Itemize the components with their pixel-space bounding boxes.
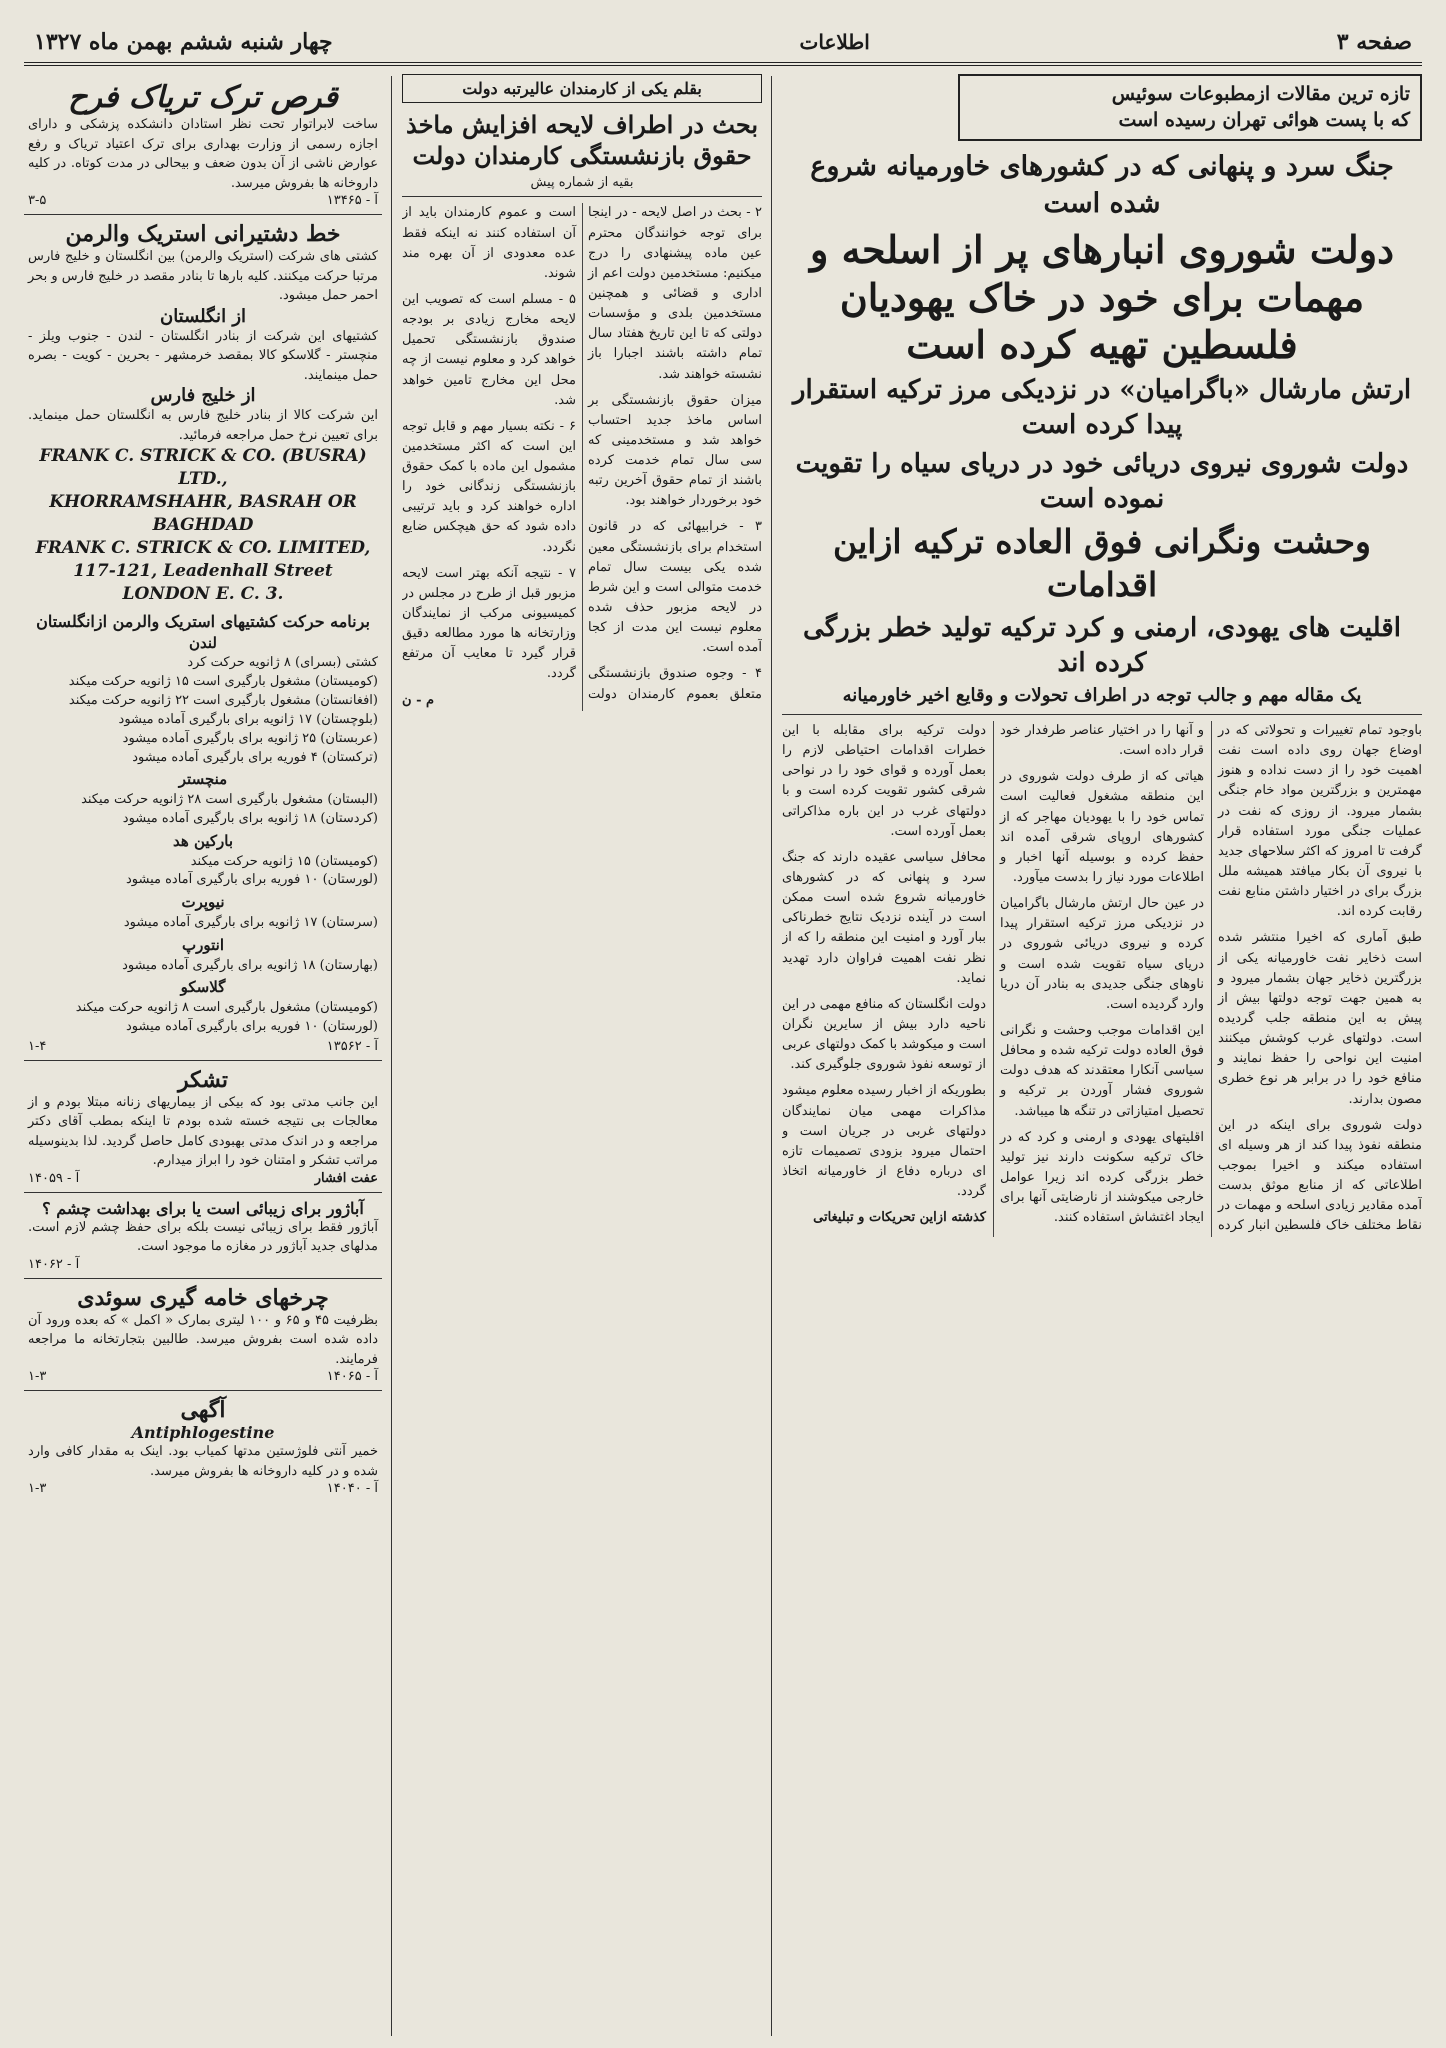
paragraph: ۵ - مسلم است که تصویب این لایحه مخارج زیادی بر بودجه صندوق بازنشستگی تحمیل خواهد کرد و معلوم نیست از چه محل این مخارج تامین خواهد شد. (402, 291, 576, 408)
ad-title: قرص ترک تریاک فرح (68, 80, 338, 115)
issue-date: چهار شنبه ششم بهمن ماه ۱۳۲۷ (34, 29, 333, 55)
ad-number: ۳-۵ (28, 193, 47, 208)
paragraph: ۴ - وجوه صندوق بازنشستگی متعلق بعموم کارمندان دولت است و عموم کارمندان باید از آن استفاده کنند نه اینکه فقط عده معدودی از آن بهره مند شوند. (402, 205, 762, 702)
ad-ref: آ - ۱۳۴۶۵ (326, 193, 378, 208)
product-name: Antiphlogestine (131, 1423, 275, 1443)
port-name: لندن (189, 633, 217, 652)
port-group (28, 935, 378, 976)
signer: عفت افشار (314, 1170, 378, 1186)
port-group (28, 633, 378, 768)
ship-entry: (کومیستان) ۱۵ ژانویه حرکت میکند (190, 853, 378, 869)
ship-entry: (البستان) مشغول بارگیری است ۲۸ ژانویه حرکت میکند (81, 792, 378, 808)
ad-title: آگهی (180, 1397, 226, 1424)
source-box (958, 74, 1422, 141)
ad-antiphlogestine (24, 1391, 382, 1502)
paragraph: میزان حقوق بازنشستگی بر اساس ماخذ جدید احتساب خواهد شد و مستخدمینی که سی سال تمام خدمت کرده باشند از تمام حقوق آخرین رتبه خود برخوردار خواهند بود. (588, 392, 762, 509)
paragraph: باوجود تمام تغییرات و تحولاتی که در اوضاع جهان روی داده است نفت اهمیت خود را از دست نداده و هنوز مهمترین و بزرگترین مواد خام جنگی بشمار میرود. از روزی که نفت در عملیات جنگی مورد استفاده قرار گرفت تا امروز که اکثر سلاحهای جدید با نیروی آن بکار میافتد همیشه ملل بزرگ برای در اختیار داشتن منابع نفت رقابت کرده اند. (1218, 723, 1422, 920)
main-article (782, 74, 1422, 1237)
page-number: صفحه ۳ (1336, 29, 1412, 55)
article-body (782, 721, 1422, 1237)
ad-ref: آ - ۱۴۰۶۲ (28, 1256, 80, 1272)
paragraph: دولت ترکیه برای مقابله با این خطرات اقدامات احتیاطی لازم را بعمل آورده و قوای خود را در نواحی شرقی کشور تقویت کرده است و با دولتهای غرب در این باره مذاکراتی بعمل آورده است. (782, 723, 986, 839)
address-line: LONDON E. C. 3. (122, 583, 284, 604)
ad-number: ۱-۳ (28, 1481, 47, 1497)
ad-title: خط دشتیرانی استریک والرمن (65, 221, 341, 247)
ship-entry: (عربستان) ۲۵ ژانویه برای بارگیری آماده میشود (122, 730, 378, 746)
port-name: منچستر (178, 770, 228, 789)
subheadline: یک مقاله مهم و جالب توجه در اطراف تحولات و وقایع اخیر خاورمیانه (842, 685, 1362, 706)
headline-2: دولت شوروی انبارهای پر از اسلحه و مهمات برای خود در خاک یهودیان فلسطین تهیه کرده است (809, 227, 1395, 368)
paragraph: ۲ - بحث در اصل لایحه - در اینجا برای توجه خوانندگان محترم عین ماده پیشنهادی را درج میکنیم: مستخدمین دولت اعم از اداری و قضائی و همچنین مستخدمین بلدی و مؤسسات دولتی که تا این تاریخ هفتاد سال تمام داشته باشند اجبارا باز نشسته خواهند شد. (588, 205, 762, 382)
ad-body: خمیر آنتی فلوژستین مدتها کمیاب بود. اینک به مقدار کافی وارد شده و در کلیه داروخانه ها بفروش میرسد. (28, 1444, 378, 1479)
ship-schedule (28, 633, 378, 1037)
ad-code (28, 1369, 378, 1384)
port-group (28, 831, 378, 890)
paragraph: بطوریکه از اخبار رسیده معلوم میشود مذاکرات مهمی میان نمایندگان دولتهای غربی در جریان است و احتمال میرود بزودی تصمیمات تازه ای درباره دفاع از خاورمیانه اتخاذ گردد. (782, 1083, 986, 1200)
port-group (28, 769, 378, 828)
page-header (24, 22, 1422, 66)
headline-6: اقلیت های یهودی، ارمنی و کرد ترکیه تولید خطر بزرگی کرده اند (803, 612, 1401, 678)
section-heading: از خلیج فارس (150, 385, 256, 406)
paper-name: اطلاعات (799, 30, 870, 54)
ship-entry: (لورستان) ۱۰ فوریه برای بارگیری آماده میشود (125, 872, 378, 888)
ad-number: ۱-۳ (28, 1369, 47, 1385)
paragraph: ۷ - نتیجه آنکه بهتر است لایحه مزبور قبل از طرح در مجلس در کمیسیونی مرکب از نمایندگان وزارتخانه ها مورد مطالعه دقیق قرار گیرد تا معایب آن مرتفع گردد. (402, 565, 576, 682)
ad-ref: آ - ۱۴۰۴۰ (326, 1481, 378, 1497)
columns (24, 66, 1422, 2046)
address-line: KHORRAMSHAHR, BASRAH OR BAGHDAD (49, 491, 357, 535)
ad-body: این شرکت کالا از بنادر خلیج فارس به انگلستان حمل مینماید. برای تعیین نرخ حمل مراجعه فرمائید. (28, 408, 378, 443)
paragraph: ۶ - نکته بسیار مهم و قابل توجه این است که اکثر مستخدمین مشمول این ماده با کمک حقوق بازنشستگی زندگانی خود را اداره خواهند کرد و باید ترتیبی داده شود که حق هیچکس ضایع نگردد. (402, 418, 576, 555)
ship-entry: (بهارستان) ۱۸ ژانویه برای بارگیری آماده میشود (122, 957, 378, 973)
pension-body (402, 203, 762, 710)
paragraph: اقلیتهای یهودی و ارمنی و کرد که در خاک ترکیه سکونت دارند نیز تولید خطر بزرگی کرده اند زیرا عوامل خارجی میکوشند از نارضایتی آنها برای ایجاد اغتشاش استفاده کنند. (1000, 1129, 1204, 1226)
ship-entry: (کومیستان) مشغول بارگیری است ۱۵ ژانویه حرکت میکند (68, 674, 378, 690)
port-name: بارکین هد (172, 831, 234, 850)
source-box-line: تازه ترین مقالات ازمطبوعات سوئیس (1111, 83, 1410, 105)
section-heading: از انگلستان (159, 305, 247, 327)
paragraph: این اقدامات موجب وحشت و نگرانی فوق العاده دولت ترکیه شده و محافل سیاسی آنکارا معتقدند که هدف دولت شوروی فشار آوردن بر ترکیه و تحصیل امتیازاتی در تنگه ها میباشد. (1000, 1022, 1204, 1119)
schedule-title: برنامه حرکت کشتیهای استریک والرمن ازانگلستان (36, 611, 370, 631)
ship-entry: (کردستان) ۱۸ ژانویه برای بارگیری آماده میشود (122, 810, 378, 826)
port-group (28, 892, 378, 933)
ad-body: کشتی های شرکت (استریک والرمن) بین انگلستان و خلیج فارس مرتبا حرکت میکنند. کلیه بارها تا بنادر مقصد در خلیج فارس و بحر احمر حمل میشود. (28, 249, 378, 303)
ads-column (24, 74, 382, 1502)
ad-title: تشکر (177, 1066, 229, 1093)
continued-label: بقیه از شماره پیش (530, 175, 634, 191)
port-name: گلاسکو (180, 978, 226, 997)
ad-code (28, 193, 378, 208)
paragraph: ۳ - خرابیهائی که در قانون استخدام برای بازنشستگی معین شده یکی بیست سال تمام خدمت متوالی است و این شرط در لایحه مزبور حذف شده معلوم نیست این مدت از کجا آمده است. (588, 519, 762, 656)
paragraph: دولت شوروی برای اینکه در این منطقه نفوذ پیدا کند از هر وسیله ای استفاده میکند و اخیرا بموجب اطلاعاتی که از منابع موثق بدست آمده مقادیر زیادی اسلحه و مهمات در نقاط مختلف خاک فلسطین انبار کرده و آنها را در اختیار عناصر طرفدار خود قرار داده است. (1000, 723, 1422, 1234)
company-address (28, 445, 378, 606)
paragraph: هیاتی که از طرف دولت شوروی در این منطقه مشغول فعالیت است تماس خود را با یهودیان مهاجر که از کشورهای اروپای شرقی آمده اند حفظ کرده و بوسیله آنها اخبار و اطلاعات مورد نیاز را بدست میآورد. (1000, 769, 1204, 885)
ad-body: این جانب مدتی بود که بیکی از بیماریهای زنانه مبتلا بودم و از معالجات بی نتیجه خسته شده بودم تا اینکه بمطب آقای دکتر مراجعه و در اندک مدتی بهبودی کامل حاصل گردید. لذا بدینوسیله مراتب تشکر و امتنان خود را ابراز میدارم. (28, 1094, 378, 1169)
ad-body: بظرفیت ۴۵ و ۶۵ و ۱۰۰ لیتری بمارک « اکمل » که بعده ورود آن داده شده است بفروش میرسد. طالبین بتجارتخانه ما مراجعه فرمایند. (28, 1312, 379, 1367)
headline-4: دولت شوروی نیروی دریائی خود در دریای سیاه را تقویت نموده است (795, 448, 1409, 514)
column-divider (391, 76, 392, 2036)
column-divider (771, 76, 772, 2036)
address-line: FRANK C. STRICK & CO. (BUSRA) LTD., (39, 446, 367, 489)
paragraph: در عین حال ارتش مارشال باگرامیان در نزدیکی مرز ترکیه استقرار پیدا کرده و نیروی دریائی شوروی در دریای سیاه تقویت شده است و ناوهای جنگی جدیدی به بنادر آن دریا وارد گردیده است. (1000, 896, 1204, 1012)
ship-entry: (لورستان) ۱۰ فوریه برای بارگیری آماده میشود (125, 1019, 378, 1035)
port-group (28, 977, 378, 1036)
port-name: نیوپرت (181, 893, 225, 912)
ship-entry: (سرستان) ۱۷ ژانویه برای بارگیری آماده میشود (123, 915, 378, 930)
ship-entry: کشتی (بسرای) ۸ ژانویه حرکت کرد (187, 655, 378, 671)
article-closing: کذشته ازاین تحریکات و تبلیغاتی (813, 1210, 986, 1226)
ship-entry: (کومیستان) مشغول بارگیری است ۸ ژانویه حرکت میکند (75, 1000, 378, 1016)
ad-title: آباژور برای زیبائی است یا برای بهداشت چشم ؟ (42, 1198, 364, 1218)
address-line: 117-121, Leadenhall Street (73, 560, 333, 581)
ad-cream-separator (24, 1279, 382, 1392)
ad-body: آباژور فقط برای زیبائی نیست بلکه برای حفظ چشم لازم است. مدلهای جدید آباژور در مغازه ما موجود است. (28, 1219, 378, 1255)
ad-code (28, 1039, 378, 1054)
ad-number: ۱-۴ (28, 1038, 47, 1054)
ad-lampshade (24, 1193, 382, 1279)
pension-headline: بحث در اطراف لایحه افزایش ماخذ حقوق بازنشستگی کارمندان دولت (405, 110, 758, 171)
ad-ref: آ - ۱۴۰۶۵ (326, 1369, 378, 1385)
port-name: انتورپ (182, 935, 224, 954)
source-box-line: که با پست هوائی تهران رسیده است (1118, 108, 1410, 131)
paragraph: طبق آماری که اخیرا منتشر شده است ذخایر نفت خاورمیانه یکی از بزرگترین ذخایر جهان بشمار میرود و به همین جهت توجه دولتها بیش از پیش به این منطقه جلب گردیده است. دولتهای غرب کوشش میکنند امنیت این نواحی را حفظ نمایند و منافع خود را در برابر هر نوع خطری مصون بدارند. (1218, 930, 1422, 1107)
ad-strick-line (24, 215, 382, 1061)
ad-title: چرخهای خامه گیری سوئدی (77, 1284, 329, 1311)
headline-1: جنگ سرد و پنهانی که در کشورهای خاورمیانه شروع شده است (810, 151, 1394, 219)
divider (402, 196, 762, 197)
ad-body: ساخت لابراتوار تحت نظر استادان دانشکده پزشکی و دارای اجازه رسمی از وزارت بهداری برای ترک اعتیاد تریاک و رفع عوارض ناشی از آن بدون ضعف و بیحالی در مدت کوتاه. در کلیه داروخانه ها بفروش میرسد. (28, 117, 378, 191)
ship-entry: (بلوچستان) ۱۷ ژانویه برای بارگیری آماده میشود (118, 711, 378, 727)
divider (782, 714, 1422, 715)
ad-thanks (24, 1061, 382, 1193)
ad-ref: آ - ۱۴۰۵۹ (28, 1170, 80, 1186)
address-line: FRANK C. STRICK & CO. LIMITED, (35, 537, 371, 558)
ship-entry: (ترکستان) ۴ فوریه برای بارگیری آماده میشود (132, 749, 378, 765)
author-tag: بقلم یکی از کارمندان عالیرتبه دولت (402, 74, 762, 103)
ship-entry: (افغانستان) مشغول بارگیری است ۲۲ ژانویه حرکت میکند (68, 693, 378, 708)
paragraph: محافل سیاسی عقیده دارند که جنگ سرد و پنهانی که در کشورهای خاورمیانه شروع شده است ممکن است در آینده نزدیک نتایج خطرناکی ببار آورد و امنیت این منطقه را که از نظر نفت اهمیت فراوان دارد تهدید نماید. (782, 849, 986, 986)
paragraph: دولت انگلستان که منافع مهمی در این ناحیه دارد بیش از سایرین نگران است و میکوشد با کمک دولتهای عربی از توسعه نفوذ شوروی جلوگیری کند. (782, 996, 986, 1073)
headline-3: ارتش مارشال «باگرامیان» در نزدیکی مرز ترکیه استقرار پیدا کرده است (792, 374, 1412, 440)
ad-opium-pills (24, 74, 382, 215)
headline-5: وحشت ونگرانی فوق العاده ترکیه ازاین اقدامات (833, 522, 1371, 604)
ad-ref: آ - ۱۳۵۶۲ (326, 1038, 378, 1054)
ad-code (28, 1257, 378, 1272)
pension-article (402, 74, 762, 711)
author-signature: م - ن (402, 692, 435, 708)
ad-code (28, 1481, 378, 1496)
ad-code (28, 1171, 378, 1186)
ad-body: کشتیهای این شرکت از بنادر انگلستان - لندن - جنوب ویلز - منچستر - گلاسکو کالا بمقصد خرمشهر - بحرین - کویت - بصره حمل مینمایند. (28, 328, 378, 383)
